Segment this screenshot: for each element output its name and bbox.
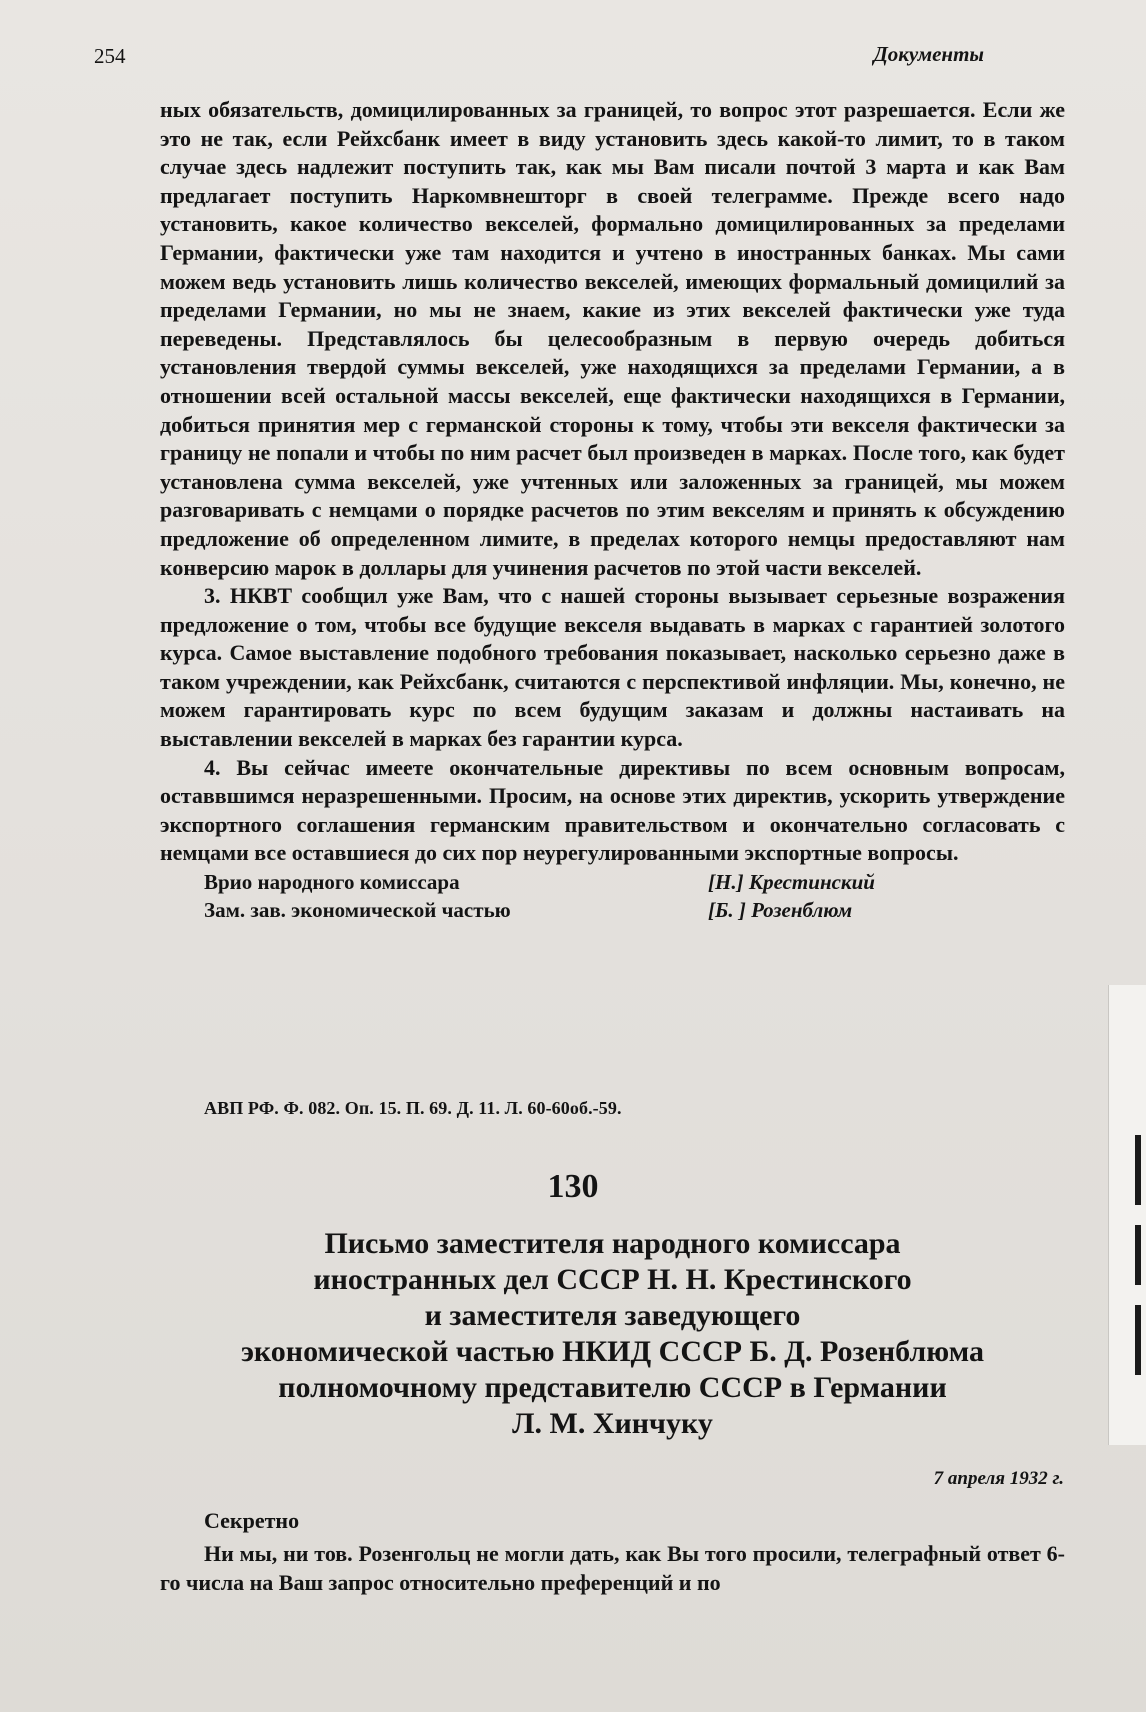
classification-label: Секретно xyxy=(204,1508,300,1533)
main-text xyxy=(160,96,1065,924)
scale-mark xyxy=(1135,1305,1141,1375)
signature-line xyxy=(160,896,1065,924)
signature-name: [Б. ] Розенблюм xyxy=(708,898,853,923)
running-title: Документы xyxy=(873,42,984,66)
title-line: экономической частью НКИД СССР Б. Д. Розенблюма xyxy=(240,1335,985,1368)
signature-line xyxy=(160,868,1065,896)
title-line: иностранных дел СССР Н. Н. Крестинского xyxy=(313,1263,912,1296)
page-number: 254 xyxy=(94,44,126,68)
paragraph: Ни мы, ни тов. Розенгольц не могли дать, как Вы того просили, телеграфный ответ 6-го числа на Ваш запрос относительно преференций и по xyxy=(160,1541,1065,1595)
paragraph: ных обязательств, домицилированных за границей, то вопрос этот разрешается. Если же это не так, если Рейхсбанк имеет в виду установить здесь какой-то лимит, то в таком случае здесь надлежит поступить так, как мы Вам писали почтой 3 марта и как Вам предлагает поступить Наркомвнешторг в своей телеграмме. Прежде всего надо установить, какое количество векселей, формально домицилированных за пределами Германии, фактически уже там находится и учтено в иностранных банках. Мы сами можем ведь установить лишь количество векселей, имеющих формальный домицилий за пределами Германии, но мы не знаем, какие из этих векселей фактически уже туда переведены. Представлялось бы целесообразным в первую очередь добиться установления твердой суммы векселей, уже находящихся за пределами Германии, а в отношении всей остальной массы векселей, еще фактически находящихся в Германии, добиться принятия мер с германской стороны к тому, чтобы эти векселя фактически за границу не попали и чтобы по ним расчет был произведен в марках. После того, как будет установлена сумма векселей, уже учтенных или заложенных за границей, мы можем разговаривать с немцами о порядке расчетов по этим векселям и принять к обсуждению предложение об определенном лимите, в пределах которого немцы предоставляют нам конверсию марок в доллары для учинения расчетов по этой части векселей. xyxy=(160,97,1065,580)
letter-body xyxy=(160,1540,1065,1597)
title-line: Л. М. Хинчуку xyxy=(512,1407,713,1440)
title-line: и заместителя заведующего xyxy=(424,1299,801,1332)
paragraph: 4. Вы сейчас имеете окончательные директивы по всем основным вопросам, оставвшимся неразрешенными. Просим, на основе этих директив, ускорить утверждение экспортного соглашения германским правительством и окончательно согласовать с немцами все оставшиеся до сих пор неурегулированными экспортные вопросы. xyxy=(160,754,1065,866)
scan-scale-strip xyxy=(1108,985,1146,1445)
title-line: Письмо заместителя народного комиссара xyxy=(324,1227,901,1260)
archive-reference: АВП РФ. Ф. 082. Оп. 15. П. 69. Д. 11. Л. 60-60об.-59. xyxy=(204,1098,622,1118)
title-line: полномочному представителю СССР в Германии xyxy=(278,1371,947,1404)
document-date: 7 апреля 1932 г. xyxy=(933,1468,1064,1489)
document-title xyxy=(160,1226,1065,1442)
scale-mark xyxy=(1135,1135,1141,1205)
scale-mark xyxy=(1135,1225,1141,1285)
signature-role: Врио народного комиссара xyxy=(204,870,460,895)
document-number: 130 xyxy=(547,1168,599,1205)
signature-name: [Н.] Крестинский xyxy=(708,870,875,895)
signature-role: Зам. зав. экономической частью xyxy=(204,898,511,923)
paragraph: 3. НКВТ сообщил уже Вам, что с нашей стороны вызывает серьезные возражения предложение о том, чтобы все будущие векселя выдавать в марках с гарантией золотого курса. Самое выставление подобного требования показывает, насколько серьезно даже в таком учреждении, как Рейхсбанк, считаются с перспективой инфляции. Мы, конечно, не можем гарантировать курс по всем будущим заказам и должны настаивать на выставлении векселей в марках без гарантии курса. xyxy=(160,583,1065,752)
